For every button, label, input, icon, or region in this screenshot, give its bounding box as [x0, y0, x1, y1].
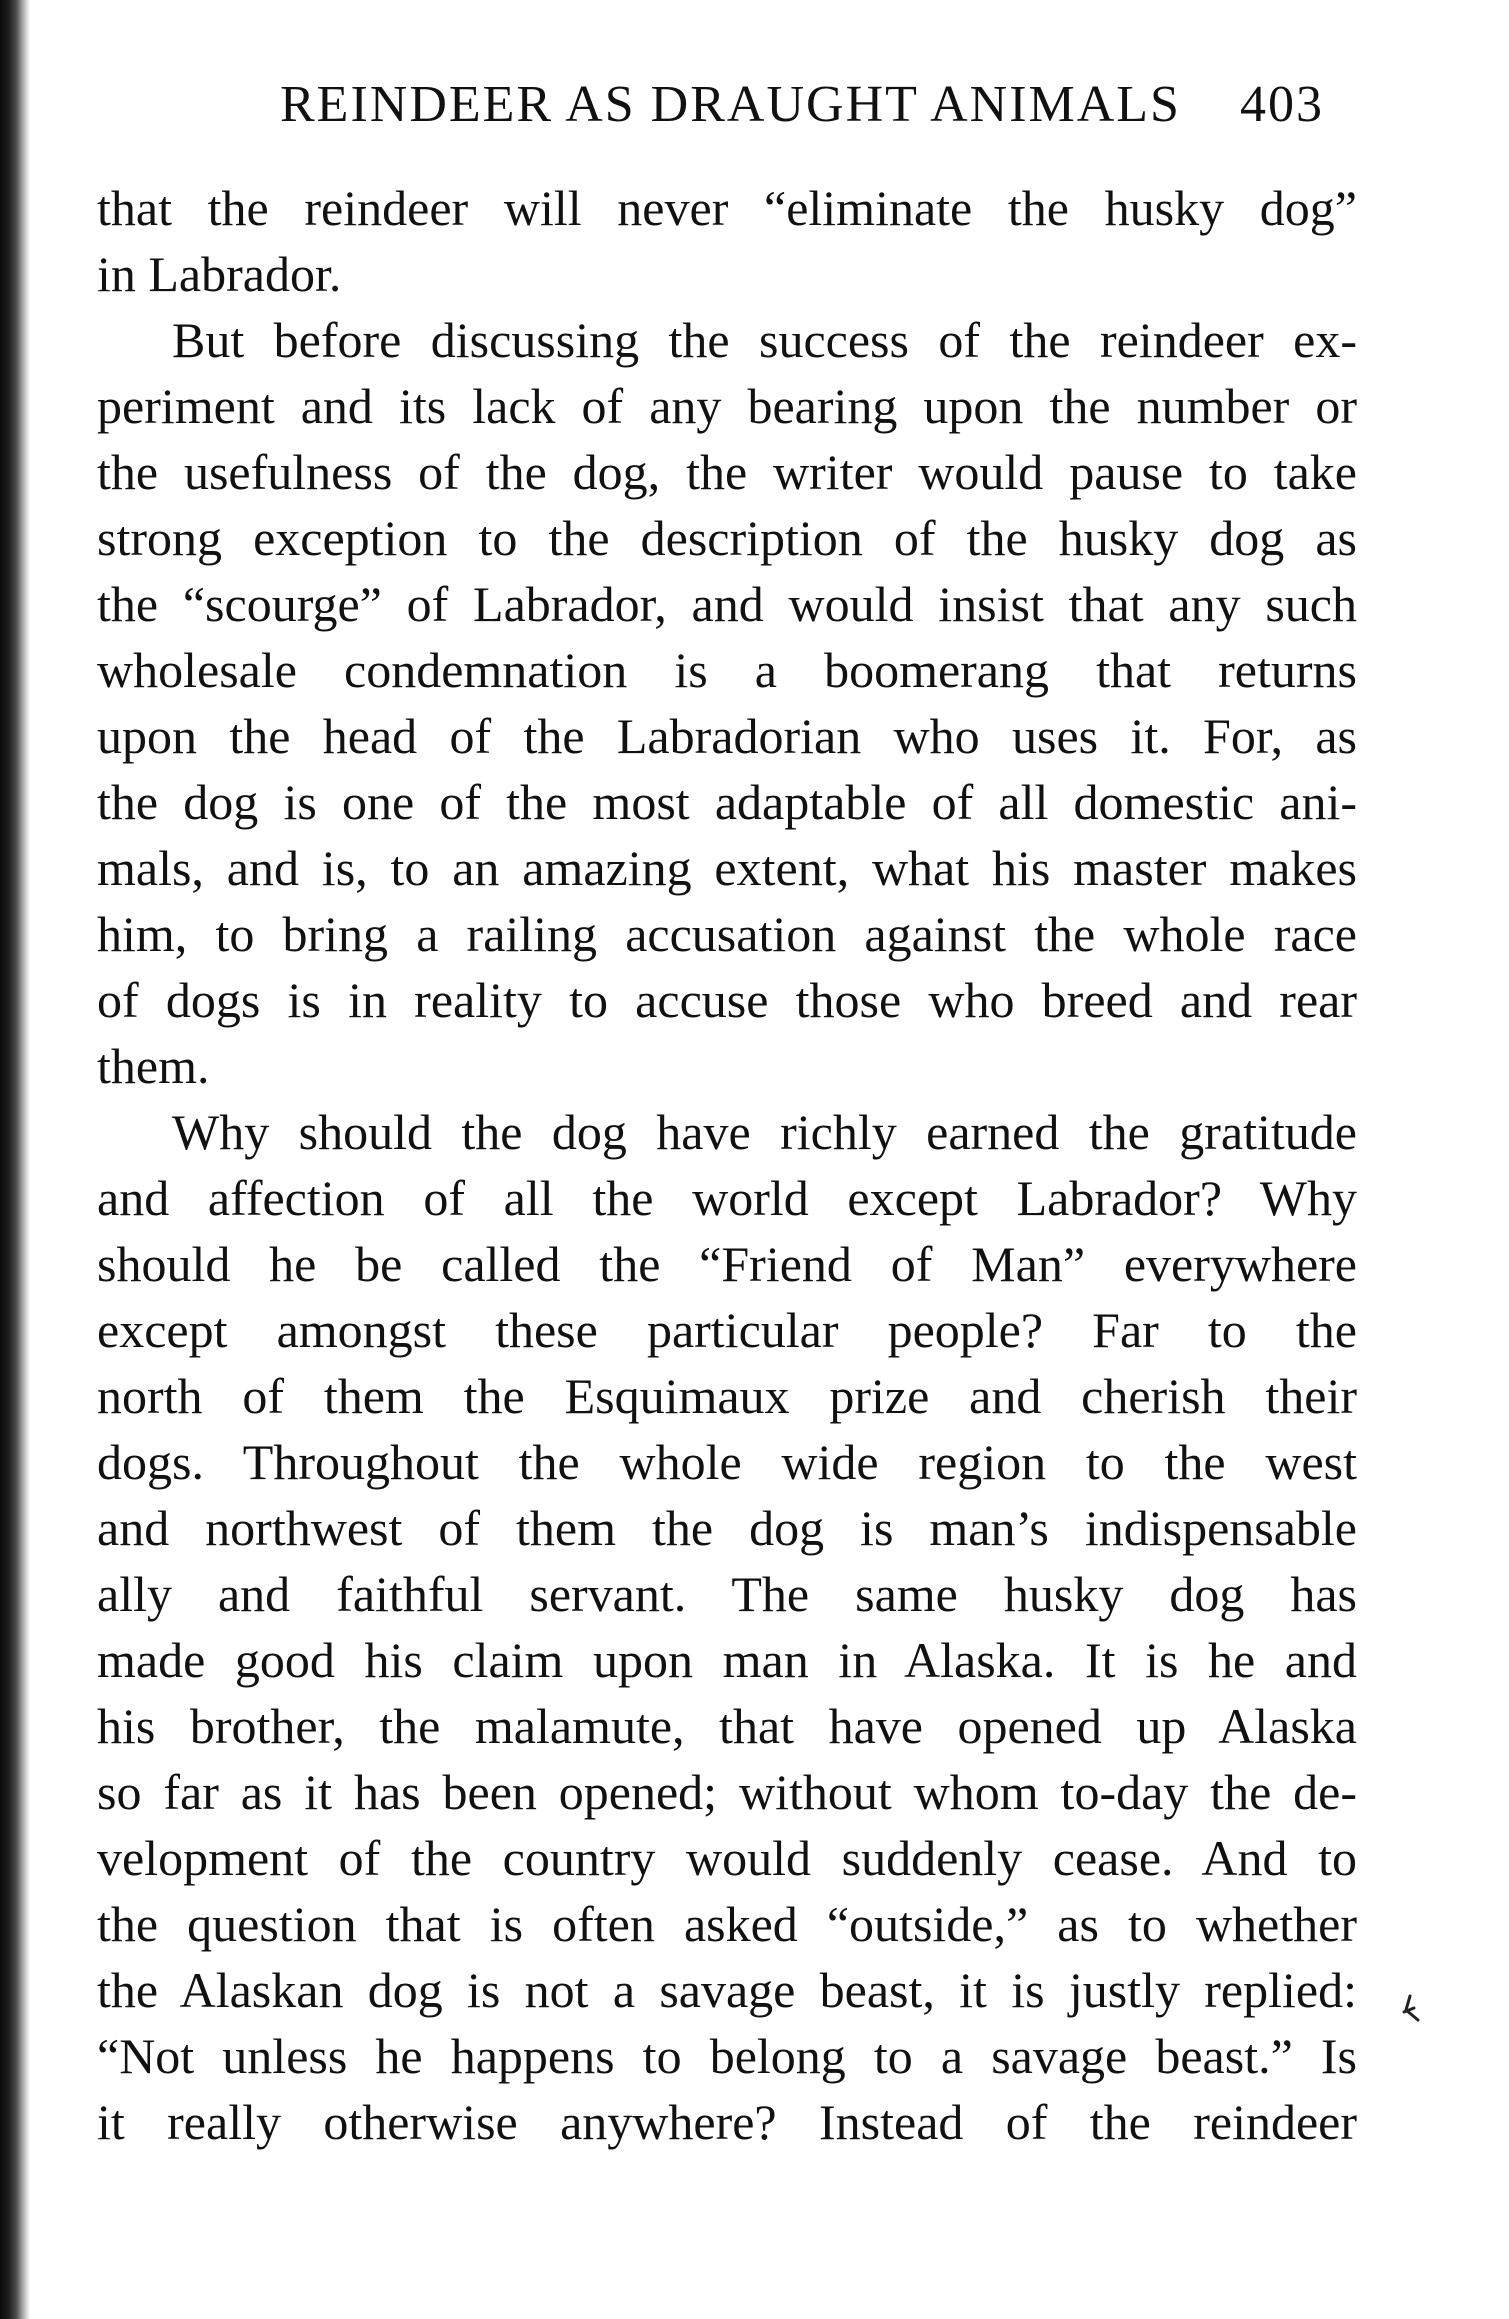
text-line: him, to bring a railing accusation against the whole race — [97, 906, 1357, 962]
body-text — [97, 175, 1357, 2155]
text-line: in Labrador. — [97, 246, 342, 302]
text-line: mals, and is, to an amazing extent, what his master makes — [97, 840, 1357, 896]
text-line: upon the head of the Labradorian who uses it. For, as — [97, 708, 1357, 764]
page-binding-edge — [0, 0, 30, 2319]
text-line: north of them the Esquimaux prize and cherish their — [97, 1368, 1357, 1424]
text-line: and affection of all the world except Labrador? Why — [97, 1170, 1357, 1226]
text-line: ally and faithful servant. The same husky dog has — [97, 1566, 1357, 1622]
text-line: should he be called the “Friend of Man” everywhere — [97, 1236, 1357, 1292]
text-line: except amongst these particular people? Far to the — [97, 1302, 1357, 1358]
text-line: it really otherwise anywhere? Instead of the reindeer — [97, 2094, 1357, 2150]
text-line: the dog is one of the most adaptable of all domestic ani- — [97, 774, 1357, 830]
text-line: his brother, the malamute, that have opened up Alaska — [97, 1698, 1357, 1754]
running-title: REINDEER AS DRAUGHT ANIMALS — [280, 76, 1181, 133]
paragraph-first-line: Why should the dog have richly earned the gratitude — [172, 1104, 1357, 1160]
text-line: dogs. Throughout the whole wide region to the west — [97, 1434, 1357, 1490]
page-number: 403 — [1240, 76, 1324, 133]
paragraph-first-line: But before discussing the success of the reindeer ex- — [172, 312, 1357, 368]
text-line: of dogs is in reality to accuse those who breed and rear — [97, 972, 1357, 1028]
text-line: wholesale condemnation is a boomerang that returns — [97, 642, 1357, 698]
text-line: strong exception to the description of the husky dog as — [97, 510, 1357, 566]
text-line: velopment of the country would suddenly cease. And to — [97, 1830, 1357, 1886]
margin-pencil-mark — [1390, 1990, 1430, 2030]
text-line: them. — [97, 1038, 210, 1094]
text-line: “Not unless he happens to belong to a savage beast.” Is — [97, 2028, 1357, 2084]
text-line: that the reindeer will never “eliminate the husky dog” — [97, 180, 1357, 236]
text-line: the “scourge” of Labrador, and would insist that any such — [97, 576, 1357, 632]
text-line: and northwest of them the dog is man’s indispensable — [97, 1500, 1357, 1556]
text-line: so far as it has been opened; without whom to-day the de- — [97, 1764, 1357, 1820]
text-line: periment and its lack of any bearing upon the number or — [97, 378, 1357, 434]
text-line: made good his claim upon man in Alaska. It is he and — [97, 1632, 1357, 1688]
text-line: the Alaskan dog is not a savage beast, it is justly replied: — [97, 1962, 1357, 2018]
text-line: the question that is often asked “outside,” as to whether — [97, 1896, 1357, 1952]
text-line: the usefulness of the dog, the writer would pause to take — [97, 444, 1357, 500]
